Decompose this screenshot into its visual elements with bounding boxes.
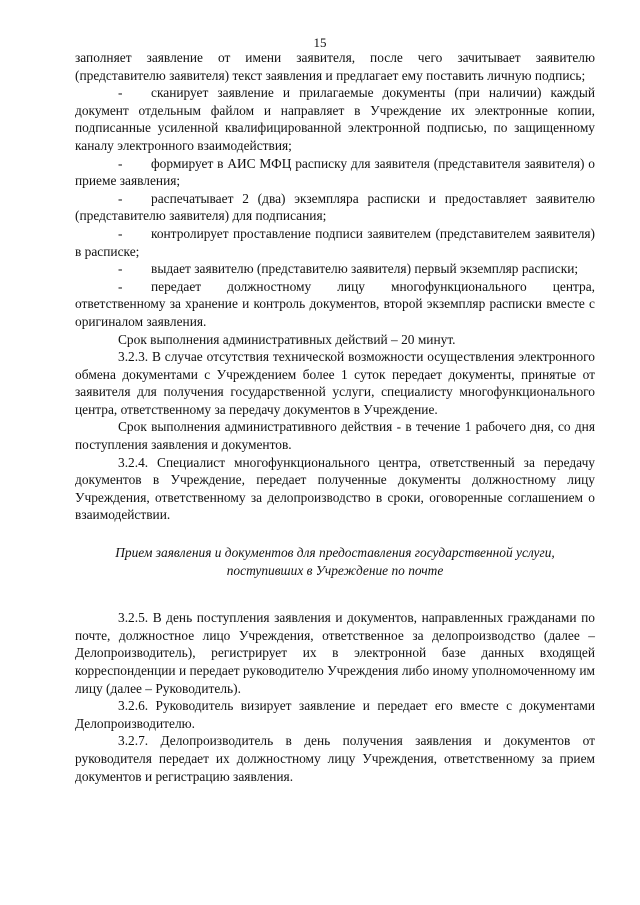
bullet-text: сканирует заявление и прилагаемые документы (при наличии) каждый документ отдельным файлом и направляет в Учреждение их электронные копии, подписанные усиленной квалифицированной электронной подписью, по защищенному каналу электронного взаимодействия; (75, 85, 595, 153)
bullet-text: выдает заявителю (представителю заявителя) первый экземпляр расписки; (151, 261, 579, 277)
paragraph: 3.2.7. Делопроизводитель в день получения заявления и документов от руководителя передает их должностному лицу Учреждения, ответственному за прием документов и регистрацию заявления. (75, 733, 595, 784)
section-heading-line-1: Прием заявления и документов для предоставления государственной услуги, (115, 545, 555, 561)
bullet-dash: - (118, 155, 123, 171)
bullet-item (75, 84, 595, 154)
paragraph: 3.2.6. Руководитель визирует заявление и передает его вместе с документами Делопроизводителю. (75, 698, 595, 731)
bullet-item (75, 278, 595, 331)
paragraph: Срок выполнения административного действия - в течение 1 рабочего дня, со дня поступления заявления и документов. (75, 419, 595, 453)
paragraph: 3.2.5. В день поступления заявления и документов, направленных гражданами по почте, должностное лицо Учреждения, ответственное за делопроизводство (далее – Делопроизводитель), регистрирует их в электронной базе данных входящей корреспонденции и передает руководителю Учреждения либо иному уполномоченному им лицу (далее – Руководитель). (75, 610, 595, 696)
bullet-item (75, 225, 595, 260)
bullet-dash: - (118, 190, 123, 206)
section-heading-line-2: поступивших в Учреждение по почте (226, 562, 444, 578)
paragraph: 3.2.3. В случае отсутствия технической возможности осуществления электронного обмена документами с Учреждением более 1 суток передает документы, принятые от заявителя для получения государственной услуги, специалисту многофункционального центра, ответственному за передачу документов в Учреждение. (75, 349, 595, 417)
bullet-dash: - (118, 278, 123, 294)
document-body (75, 49, 595, 785)
paragraph: заполняет заявление от имени заявителя, после чего зачитывает заявителю (представителю заявителя) текст заявления и предлагает ему поставить личную подпись; (75, 50, 595, 83)
bullet-dash: - (118, 225, 123, 241)
bullet-text: формирует в АИС МФЦ расписку для заявителя (представителя заявителя) о приеме заявления; (75, 155, 595, 189)
bullet-text: распечатывает 2 (два) экземпляра расписки и предоставляет заявителю (представителю заявителя) для подписания; (75, 190, 595, 224)
bullet-item (75, 260, 595, 278)
bullet-dash: - (118, 261, 123, 277)
bullet-item (75, 155, 595, 190)
bullet-text: контролирует проставление подписи заявителем (представителем заявителя) в расписке; (75, 225, 595, 259)
page-number: 15 (313, 35, 327, 50)
bottom-paragraphs (75, 609, 595, 785)
bullet-dash: - (118, 85, 123, 101)
section-heading (75, 544, 595, 579)
top-paragraphs (75, 49, 595, 524)
paragraph: Срок выполнения административных действий – 20 минут. (118, 331, 456, 347)
bullet-item (75, 190, 595, 225)
bullet-text: передает должностному лицу многофункционального центра, ответственному за хранение и контроль документов, второй экземпляр расписки вместе с оригиналом заявления. (75, 278, 595, 329)
paragraph: 3.2.4. Специалист многофункционального центра, ответственный за передачу документов в Учреждение, передает полученные документы должностному лицу Учреждения, ответственному за делопроизводство в сроки, оговоренные соглашением о взаимодействии. (75, 454, 595, 523)
